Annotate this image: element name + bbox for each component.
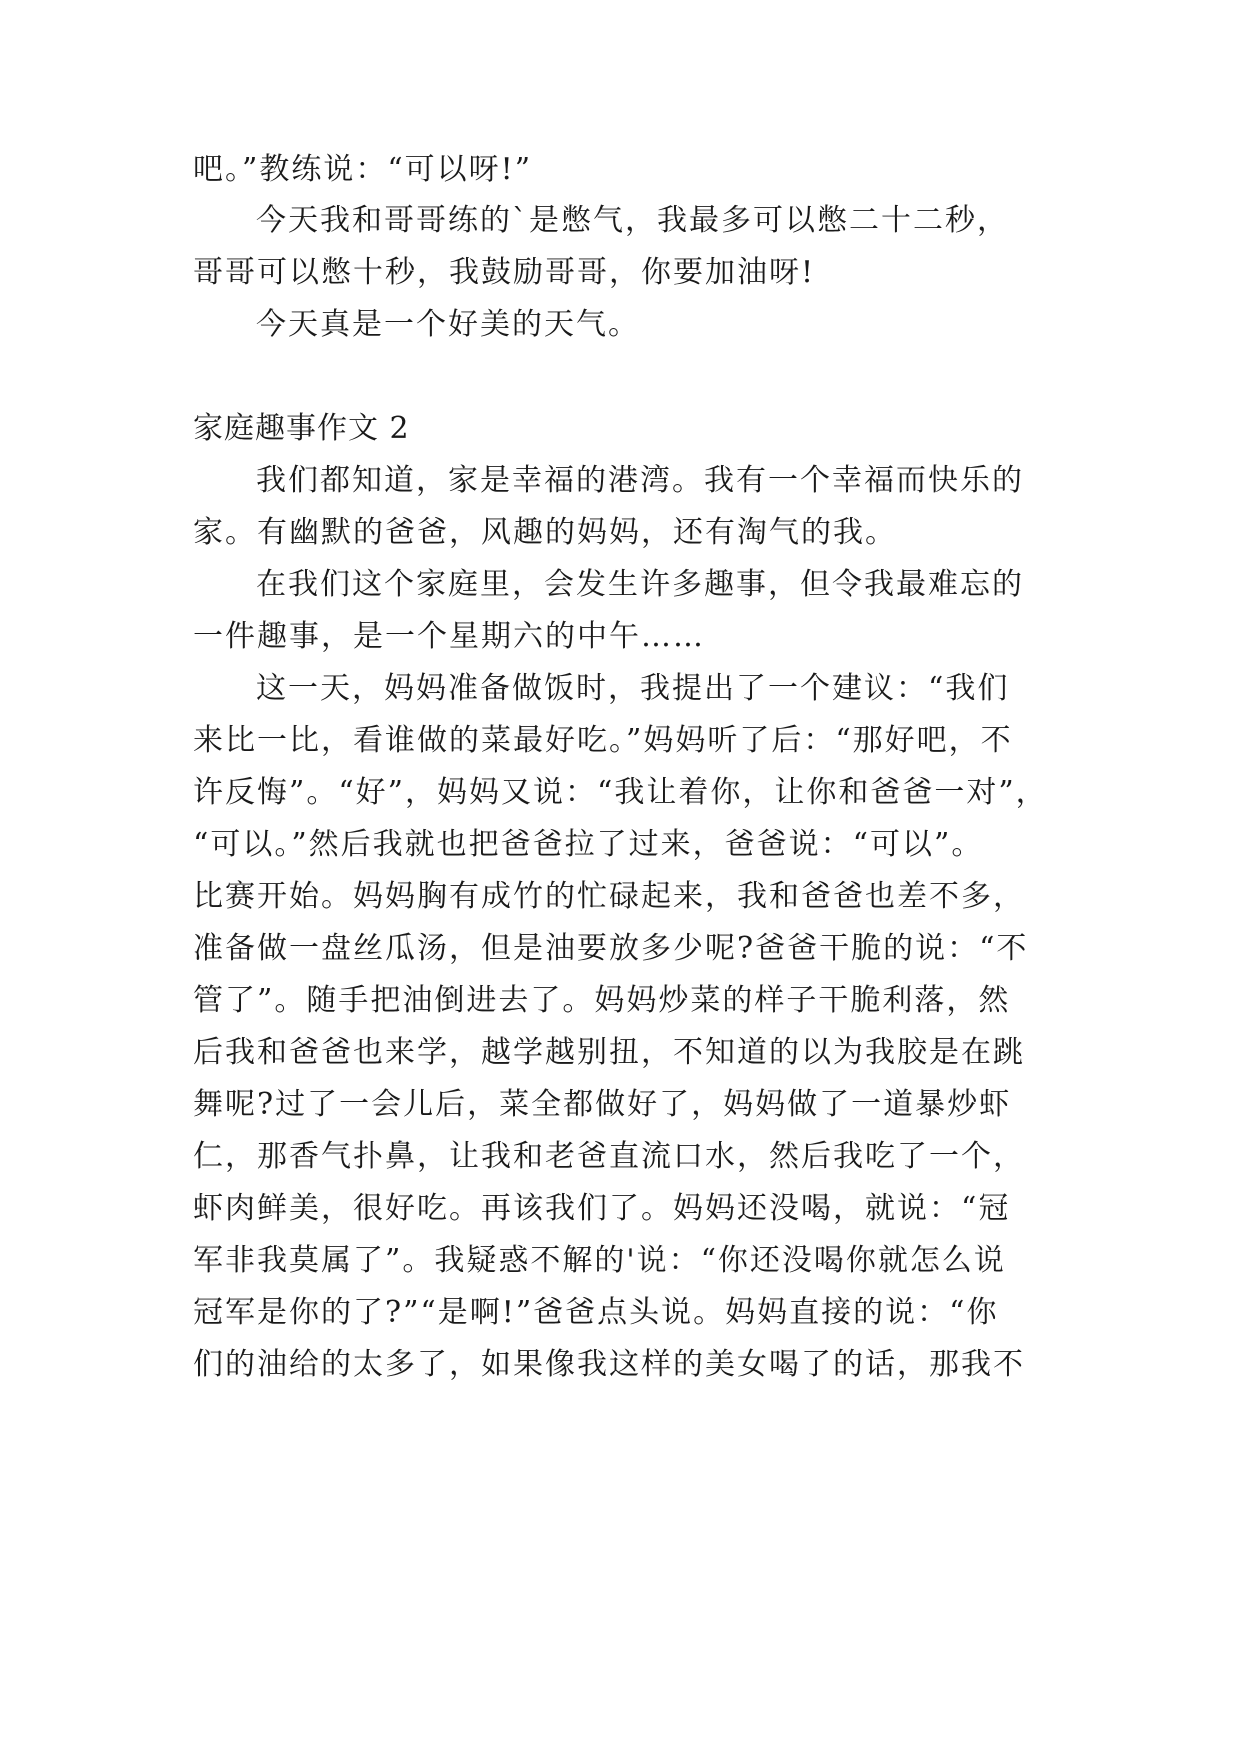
text-line: 准备做一盘丝瓜汤，但是油要放多少呢?爸爸干脆的说：“不 <box>193 931 1029 966</box>
text-line: 军非我莫属了”。我疑惑不解的'说：“你还没喝你就怎么说 <box>193 1243 1006 1278</box>
text-line: 哥哥可以憋十秒，我鼓励哥哥，你要加油呀! <box>193 255 816 290</box>
text-line: 仁，那香气扑鼻，让我和老爸直流口水，然后我吃了一个， <box>193 1139 1025 1174</box>
text-line: 一件趣事，是一个星期六的中午…… <box>193 619 705 654</box>
section-heading: 家庭趣事作文 2 <box>193 411 410 446</box>
text-line: 虾肉鲜美，很好吃。再该我们了。妈妈还没喝，就说：“冠 <box>193 1191 1011 1226</box>
text-line: “可以。”然后我就也把爸爸拉了过来，爸爸说：“可以”。 <box>193 827 984 862</box>
paragraph-line: 在我们这个家庭里，会发生许多趣事，但令我最难忘的 <box>256 567 1024 602</box>
paragraph-line: 这一天，妈妈准备做饭时，我提出了一个建议：“我们 <box>256 671 1010 706</box>
text-line: 舞呢?过了一会儿后，菜全都做好了，妈妈做了一道暴炒虾 <box>193 1087 1012 1122</box>
text-line: 比赛开始。妈妈胸有成竹的忙碌起来，我和爸爸也差不多， <box>193 879 1025 914</box>
paragraph-line: 今天我和哥哥练的`是憋气，我最多可以憋二十二秒， <box>256 203 1009 238</box>
text-line: 冠军是你的了?”“是啊!”爸爸点头说。妈妈直接的说：“你 <box>193 1295 999 1330</box>
paragraph-line: 今天真是一个好美的天气。 <box>256 307 640 342</box>
text-line: 管了”。随手把油倒进去了。妈妈炒菜的样子干脆利落，然 <box>193 983 1011 1018</box>
paragraph-line: 我们都知道，家是幸福的港湾。我有一个幸福而快乐的 <box>256 463 1024 498</box>
text-line-continuation: 吧。”教练说：“可以呀!” <box>193 152 533 187</box>
text-line: 家。有幽默的爸爸，风趣的妈妈，还有淘气的我。 <box>193 515 897 550</box>
text-line: 许反悔”。“好”，妈妈又说：“我让着你，让你和爸爸一对”， <box>193 775 1048 810</box>
text-line: 后我和爸爸也来学，越学越别扭，不知道的以为我胶是在跳 <box>193 1035 1025 1070</box>
text-line: 来比一比，看谁做的菜最好吃。”妈妈听了后：“那好吧，不 <box>193 723 1013 758</box>
text-line: 们的油给的太多了，如果像我这样的美女喝了的话，那我不 <box>193 1347 1025 1382</box>
